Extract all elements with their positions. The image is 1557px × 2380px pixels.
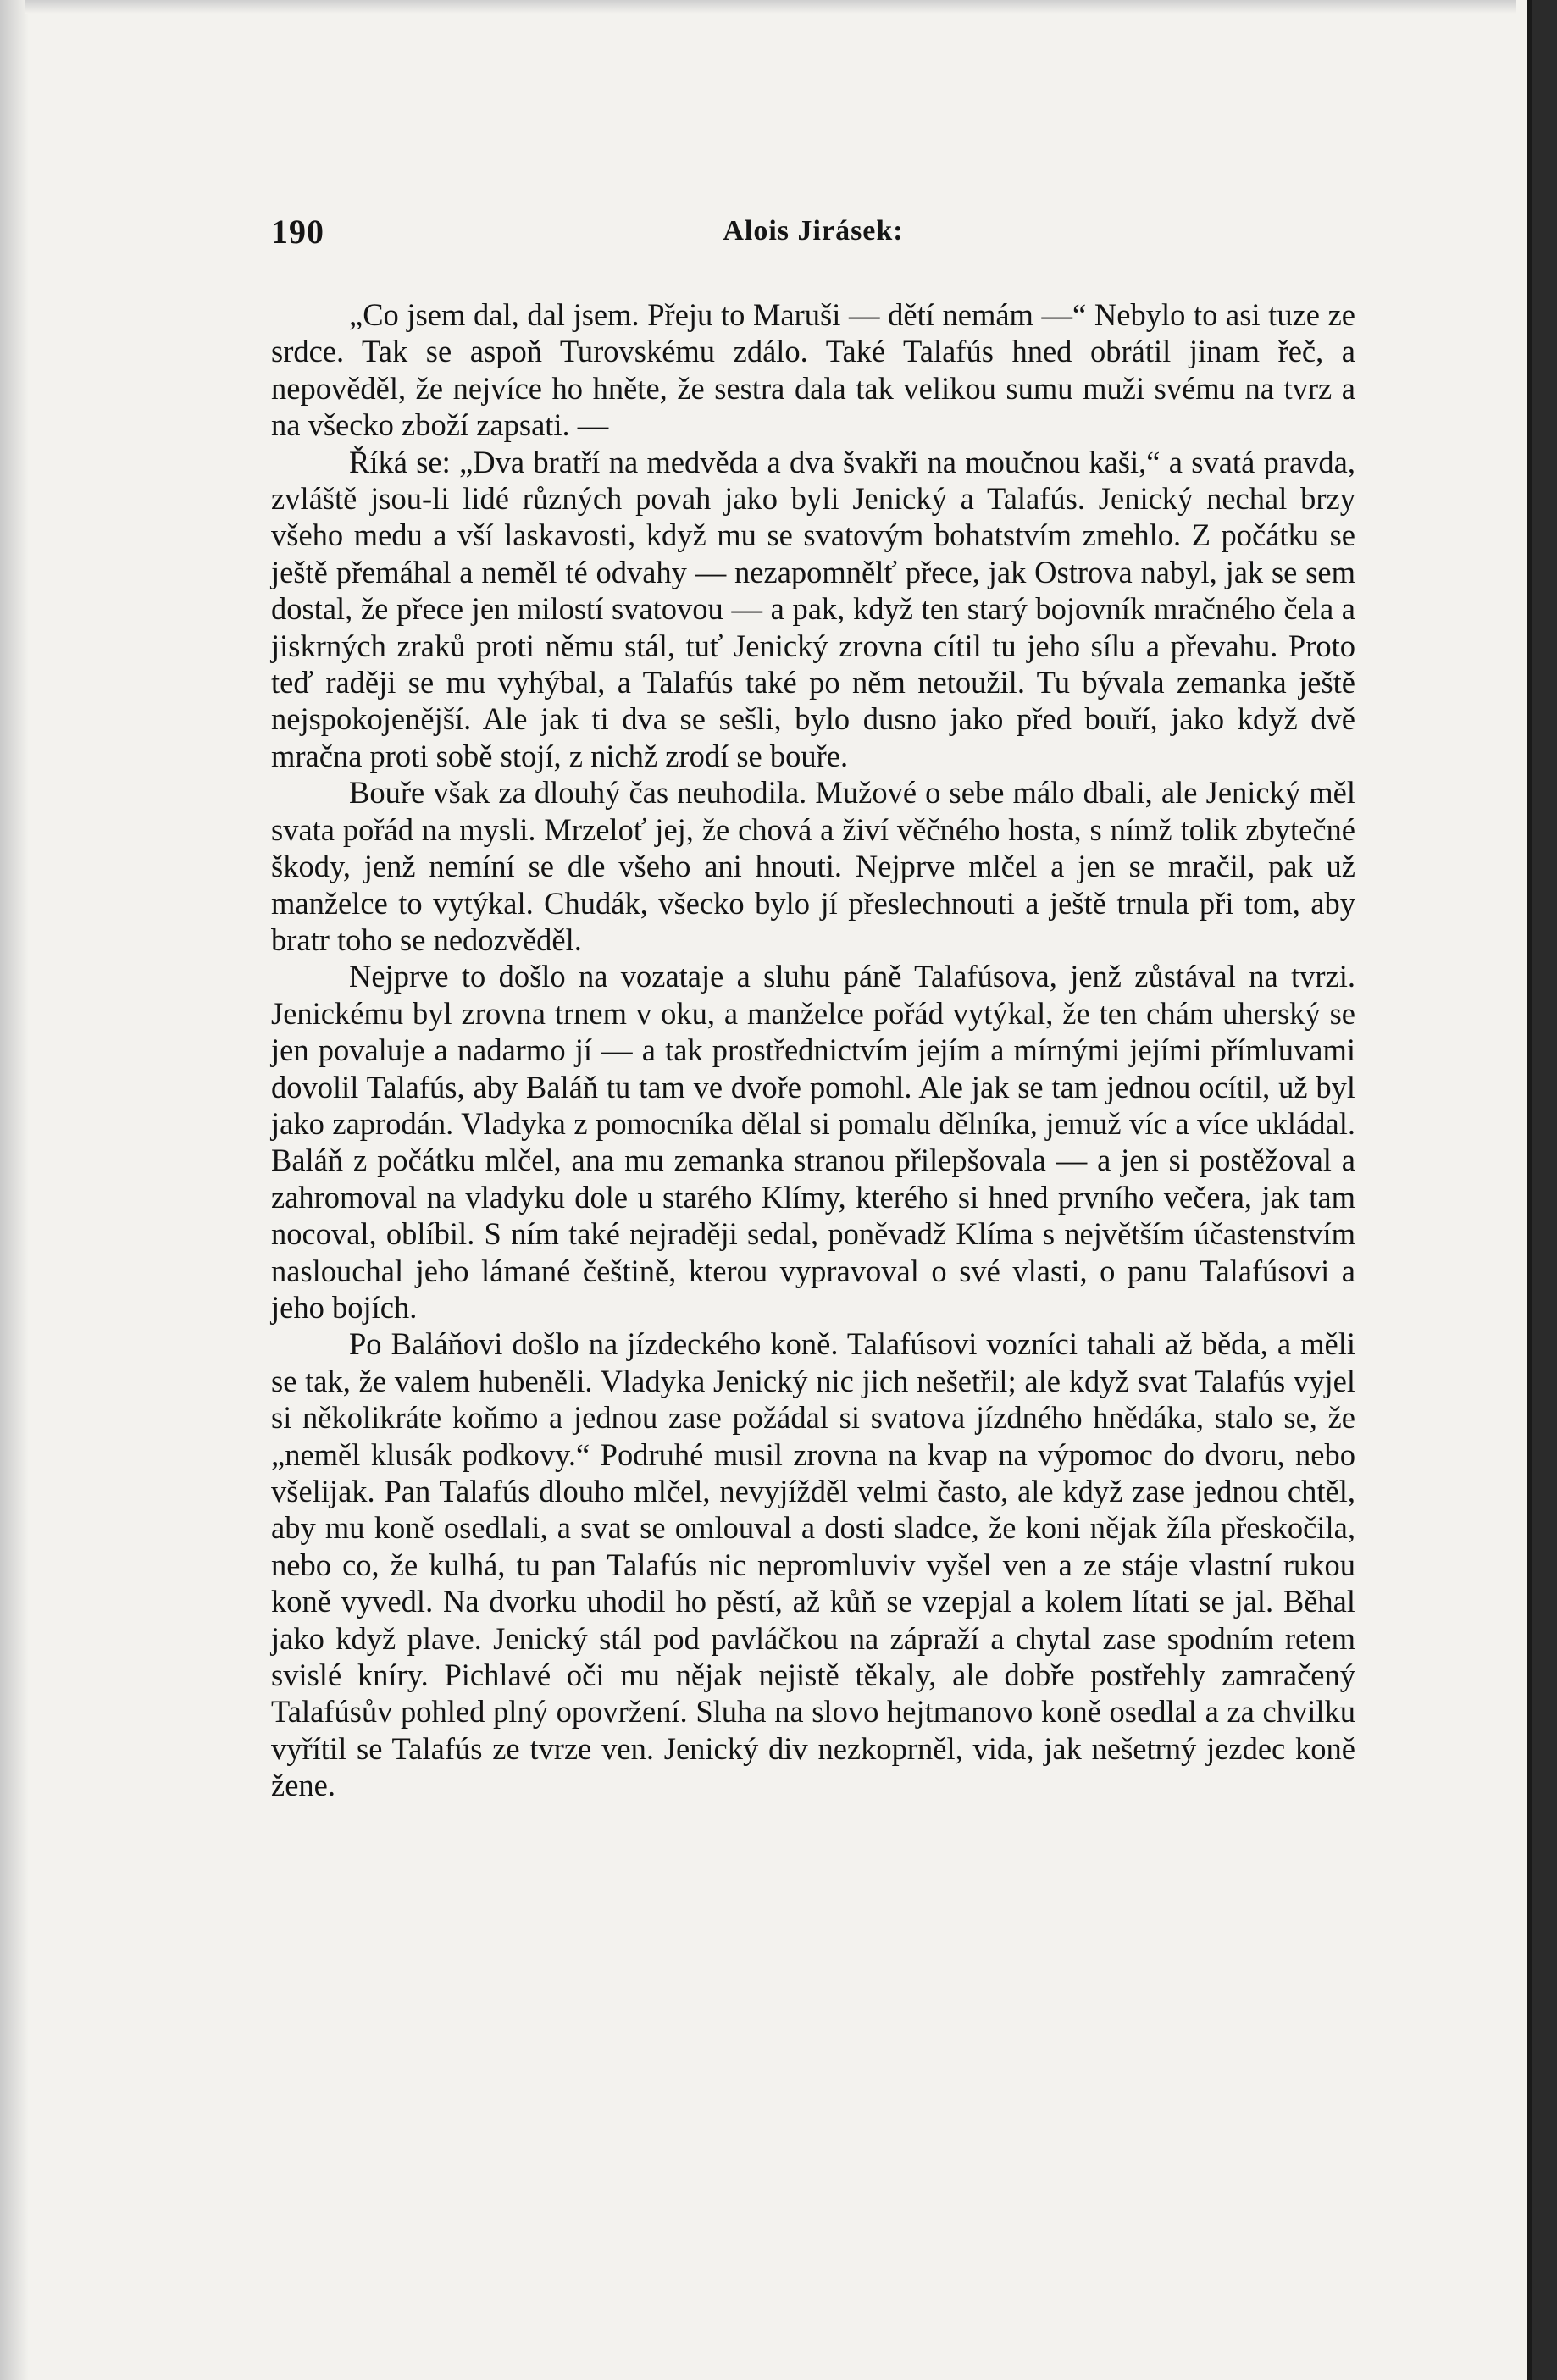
page-shadow-top xyxy=(25,0,1516,14)
paragraph: Po Baláňovi došlo na jízdeckého koně. Talafúsovi vozníci tahali až běda, a měli se tak, že valem hubeněli. Vladyka Jenický nic jich nešetřil; ale když svat Talafús vyjel si několikráte koňmo a jednou zase požádal si svatova jízdného hnědáka, stalo se, že „neměl klusák podkovy.“ Podruhé musil zrovna na kvap na výpomoc do dvoru, nebo všelijak. Pan Talafús dlouho mlčel, nevyjížděl velmi často, ale když zase jednou chtěl, aby mu koně osedlali, a svat se omlouval a dosti sladce, že koni nějak žíla přeskočila, nebo co, že kulhá, tu pan Talafús nic nepromluviv vyšel ven a ze stáje vlastní rukou koně vyvedl. Na dvorku uhodil ho pěstí, až kůň se vzepjal a kolem lítati se jal. Běhal jako když plave. Jenický stál pod pavláčkou na zápraží a chytal zase spodním retem svislé kníry. Pichlavé oči mu nějak nejistě těkaly, ale dobře postřehly zamračený Talafúsův pohled plný opovržení. Sluha na slovo hejtmanovo koně osedlal a za chvilku vyřítil se Talafús ze tvrze ven. Jenický div nezkoprněl, vida, jak nešetrný jezdec koně žene. xyxy=(271,1326,1355,1803)
page-number: 190 xyxy=(271,213,324,251)
body-text xyxy=(271,296,1355,1804)
page-shadow-left xyxy=(0,0,29,2380)
running-head: Alois Jirásek: xyxy=(723,215,904,246)
paragraph: Bouře však za dlouhý čas neuhodila. Mužové o sebe málo dbali, ale Jenický měl svata pořád na mysli. Mrzeloť jej, že chová a živí věčného hosta, s nímž tolik zbytečné škody, jenž nemíní se dle všeho ani hnouti. Nejprve mlčel a jen se mračil, pak už manželce to vytýkal. Chudák, všecko bylo jí přeslechnouti a ještě trnula při tom, aby bratr toho se nedozvěděl. xyxy=(271,775,1355,957)
page-header xyxy=(271,212,1355,263)
paragraph: Nejprve to došlo na vozataje a sluhu páně Talafúsova, jenž zůstával na tvrzi. Jenickému byl zrovna trnem v oku, a manželce pořád vytýkal, že ten chám uherský se jen povaluje a nadarmo jí — a tak prostřednictvím jejím a mírnými jejími přímluvami dovolil Talafús, aby Baláň tu tam ve dvoře pomohl. Ale jak se tam jednou ocítil, už byl jako zaprodán. Vladyka z pomocníka dělal si pomalu dělníka, jemuž víc a více ukládal. Baláň z počátku mlčel, ana mu zemanka stranou přilepšovala — a jen si postěžoval a zahromoval na vladyku dole u starého Klímy, kterého si hned prvního večera, jak tam nocoval, oblíbil. S ním také nejraději sedal, poněvadž Klíma s největším účastenstvím naslouchal jeho lámané češtině, kterou vypravoval o své vlasti, o panu Talafúsovi a jeho bojích. xyxy=(271,959,1355,1325)
paragraph: „Co jsem dal, dal jsem. Přeju to Maruši — dětí nemám —“ Nebylo to asi tuze ze srdce. Tak se aspoň Turovskému zdálo. Také Talafús hned obrátil jinam řeč, a nepověděl, že nejvíce ho hněte, že sestra dala tak velikou sumu muži svému na tvrz a na všecko zboží zapsati. — xyxy=(271,297,1355,443)
paragraph: Říká se: „Dva bratří na medvěda a dva švakři na moučnou kaši,“ a svatá pravda, zvláště jsou-li lidé různých povah jako byli Jenický a Talafús. Jenický nechal brzy všeho medu a vší laskavosti, když mu se svatovým bohatstvím zmehlo. Z počátku se ještě přemáhal a neměl té odvahy — nezapomnělť přece, jak Ostrova nabyl, jak se sem dostal, že přece jen milostí svatovou — a pak, když ten starý bojovník mračného čela a jiskrných zraků proti němu stál, tuť Jenický zrovna cítil tu jeho sílu a převahu. Proto teď raději se mu vyhýbal, a Talafús také po něm netoužil. Tu bývala zemanka ještě nejspokojenější. Ale jak ti dva se sešli, bylo dusno jako před bouří, jako když dvě mračna proti sobě stojí, z nichž zrodí se bouře. xyxy=(271,444,1355,773)
